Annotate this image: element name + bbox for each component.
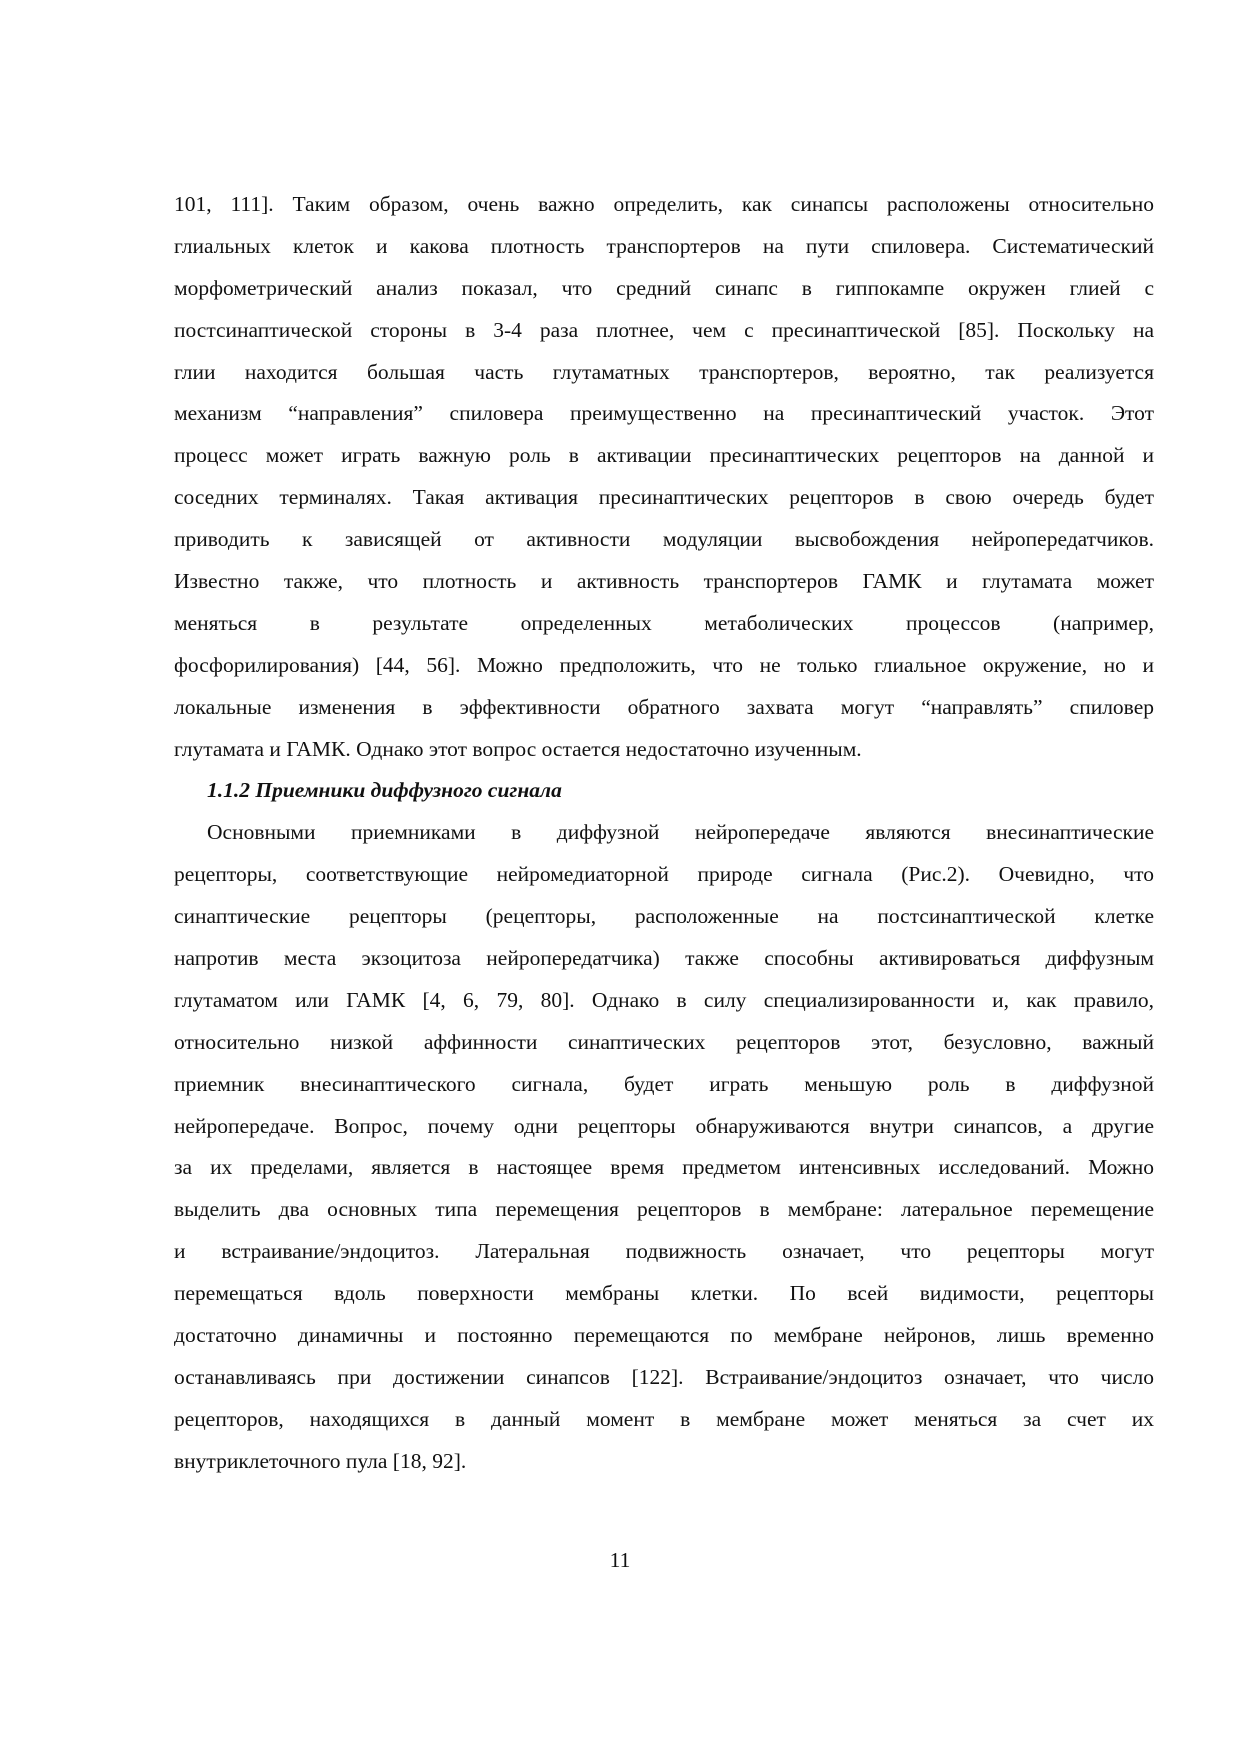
paragraph-2-line: за их пределами, является в настоящее время предметом интенсивных исследований. Можно — [174, 1155, 1154, 1180]
paragraph-2-line: внутриклеточного пула [18, 92]. — [174, 1448, 467, 1473]
paragraph-2-line: глутаматом или ГАМК [4, 6, 79, 80]. Однако в силу специализированности и, как правило, — [174, 987, 1154, 1012]
paragraph-2-line: перемещаться вдоль поверхности мембраны клетки. По всей видимости, рецепторы — [174, 1281, 1154, 1306]
paragraph-2-line: и встраивание/эндоцитоз. Латеральная подвижность означает, что рецепторы могут — [174, 1239, 1154, 1264]
paragraph-2-line: достаточно динамичны и постоянно перемещаются по мембране нейронов, лишь временно — [174, 1323, 1154, 1348]
paragraph-1-line: Известно также, что плотность и активность транспортеров ГАМК и глутамата может — [174, 569, 1154, 594]
paragraph-1-line: меняться в результате определенных метаболических процессов (например, — [174, 610, 1154, 635]
paragraph-2-line: Основными приемниками в диффузной нейропередаче являются внесинаптические — [207, 820, 1154, 845]
paragraph-2-line: рецепторы, соответствующие нейромедиаторной природе сигнала (Рис.2). Очевидно, что — [174, 862, 1154, 887]
paragraph-1-line: глии находится большая часть глутаматных транспортеров, вероятно, так реализуется — [174, 359, 1154, 384]
paragraph-2-line: синаптические рецепторы (рецепторы, расположенные на постсинаптической клетке — [174, 904, 1154, 929]
paragraph-2-line: останавливаясь при достижении синапсов [122]. Встраивание/эндоцитоз означает, что число — [174, 1364, 1154, 1389]
paragraph-1-line: соседних терминалях. Такая активация пресинаптических рецепторов в свою очередь будет — [174, 485, 1154, 510]
paragraph-1-line: приводить к зависящей от активности модуляции высвобождения нейропередатчиков. — [174, 527, 1154, 552]
paragraph-2-line: относительно низкой аффинности синаптических рецепторов этот, безусловно, важный — [174, 1029, 1154, 1054]
paragraph-2-line: приемник внесинаптического сигнала, будет играть меньшую роль в диффузной — [174, 1071, 1154, 1096]
paragraph-1-line: локальные изменения в эффективности обратного захвата могут “направлять” спиловер — [174, 694, 1154, 719]
paragraph-2 — [174, 812, 1154, 1482]
paragraph-1-line: постсинаптической стороны в 3-4 раза плотнее, чем с пресинаптической [85]. Поскольку на — [174, 317, 1154, 342]
page-number: 11 — [609, 1548, 631, 1572]
paragraph-2-line: напротив места экзоцитоза нейропередатчика) также способны активироваться диффузным — [174, 946, 1154, 971]
paragraph-1 — [174, 184, 1154, 770]
paragraph-1-line: 101, 111]. Таким образом, очень важно определить, как синапсы расположены относительно — [174, 192, 1154, 216]
paragraph-1-line: фосфорилирования) [44, 56]. Можно предположить, что не только глиальное окружение, но и — [174, 652, 1154, 677]
paragraph-1-line: морфометрический анализ показал, что средний синапс в гиппокампе окружен глией с — [174, 275, 1154, 300]
page-body — [174, 184, 1154, 1483]
paragraph-2-line: рецепторов, находящихся в данный момент в мембране может меняться за счет их — [174, 1406, 1154, 1431]
paragraph-1-line: глиальных клеток и какова плотность транспортеров на пути спиловера. Систематический — [174, 233, 1154, 258]
section-heading: 1.1.2 Приемники диффузного сигнала — [207, 778, 562, 803]
paragraph-1-line: процесс может играть важную роль в активации пресинаптических рецепторов на данной и — [174, 443, 1154, 468]
paragraph-1-line: глутамата и ГАМК. Однако этот вопрос остается недостаточно изученным. — [174, 736, 862, 761]
paragraph-2-line: выделить два основных типа перемещения рецепторов в мембране: латеральное перемещение — [174, 1197, 1154, 1222]
paragraph-1-line: механизм “направления” спиловера преимущественно на пресинаптический участок. Этот — [174, 401, 1154, 426]
paragraph-2-line: нейропередаче. Вопрос, почему одни рецепторы обнаруживаются внутри синапсов, а другие — [174, 1113, 1154, 1138]
